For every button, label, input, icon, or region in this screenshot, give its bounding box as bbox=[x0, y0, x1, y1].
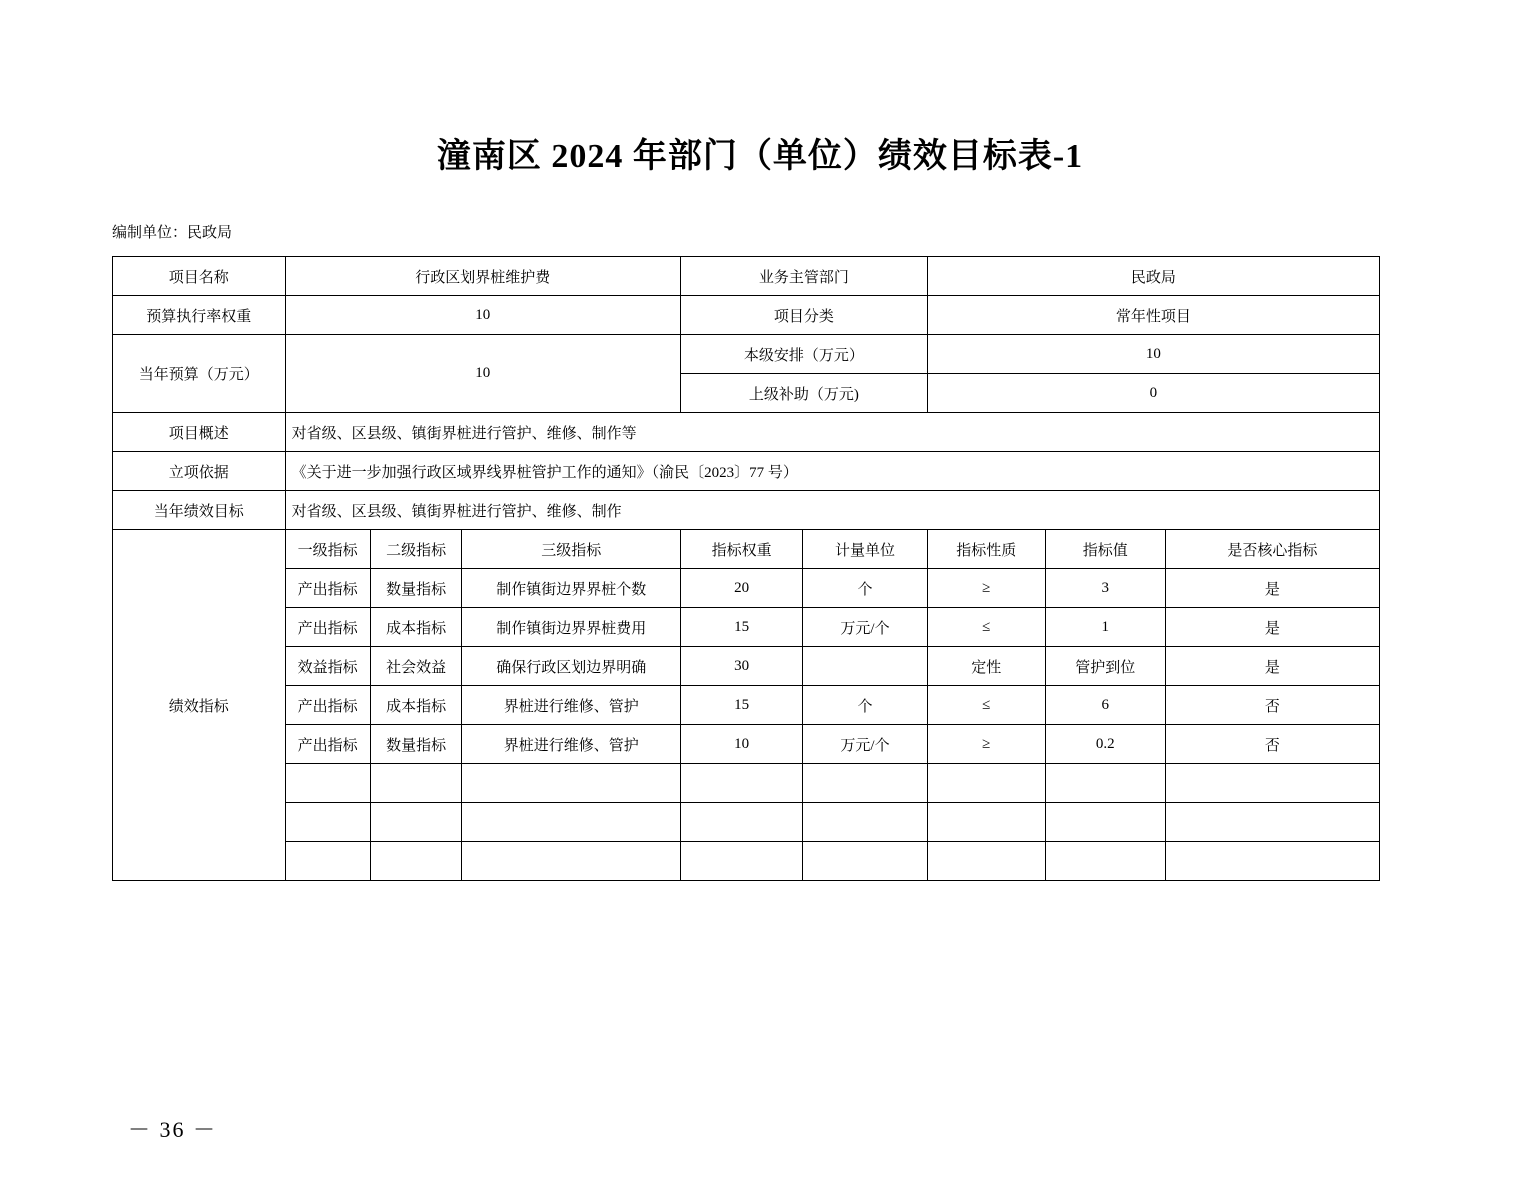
table-row bbox=[113, 491, 1380, 530]
cell-weight: 15 bbox=[680, 686, 802, 725]
cell-level1 bbox=[285, 764, 370, 803]
cell-core: 是 bbox=[1165, 608, 1379, 647]
cell-unit: 万元/个 bbox=[803, 725, 928, 764]
cell-weight: 30 bbox=[680, 647, 802, 686]
cell-core bbox=[1165, 803, 1379, 842]
project-category-label: 项目分类 bbox=[680, 296, 927, 335]
table-row bbox=[113, 803, 1380, 842]
cell-level2: 成本指标 bbox=[370, 608, 462, 647]
cell-level1: 产出指标 bbox=[285, 725, 370, 764]
table-row bbox=[113, 452, 1380, 491]
cell-value bbox=[1045, 764, 1165, 803]
performance-indicator-label: 绩效指标 bbox=[113, 530, 286, 881]
table-row bbox=[113, 725, 1380, 764]
cell-level3 bbox=[462, 842, 680, 881]
project-name-label: 项目名称 bbox=[113, 257, 286, 296]
cell-value: 0.2 bbox=[1045, 725, 1165, 764]
cell-weight: 10 bbox=[680, 725, 802, 764]
table-row bbox=[113, 257, 1380, 296]
cell-level1 bbox=[285, 842, 370, 881]
cell-level2 bbox=[370, 803, 462, 842]
header-unit: 计量单位 bbox=[803, 530, 928, 569]
cell-level3: 界桩进行维修、管护 bbox=[462, 686, 680, 725]
current-budget-label: 当年预算（万元） bbox=[113, 335, 286, 413]
cell-core bbox=[1165, 764, 1379, 803]
cell-nature: ≤ bbox=[927, 608, 1045, 647]
page-title: 潼南区 2024 年部门（单位）绩效目标表-1 bbox=[436, 138, 1084, 175]
document-page bbox=[0, 128, 1520, 1202]
cell-level2: 社会效益 bbox=[370, 647, 462, 686]
header-level3: 三级指标 bbox=[462, 530, 680, 569]
table-row bbox=[113, 647, 1380, 686]
cell-level2 bbox=[370, 764, 462, 803]
project-name-value: 行政区划界桩维护费 bbox=[285, 257, 680, 296]
cell-unit: 个 bbox=[803, 569, 928, 608]
cell-value bbox=[1045, 842, 1165, 881]
cell-level3 bbox=[462, 803, 680, 842]
current-budget-value: 10 bbox=[285, 335, 680, 413]
table-row bbox=[113, 335, 1380, 374]
cell-unit bbox=[803, 803, 928, 842]
exec-rate-weight-value: 10 bbox=[285, 296, 680, 335]
cell-level3: 制作镇街边界界桩费用 bbox=[462, 608, 680, 647]
header-level2: 二级指标 bbox=[370, 530, 462, 569]
header-level1: 一级指标 bbox=[285, 530, 370, 569]
project-basis-label: 立项依据 bbox=[113, 452, 286, 491]
table-row bbox=[113, 569, 1380, 608]
supervising-dept-value: 民政局 bbox=[927, 257, 1379, 296]
table-row bbox=[113, 608, 1380, 647]
supervising-dept-label: 业务主管部门 bbox=[680, 257, 927, 296]
cell-weight bbox=[680, 764, 802, 803]
table-row bbox=[113, 686, 1380, 725]
cell-nature bbox=[927, 803, 1045, 842]
cell-level1: 效益指标 bbox=[285, 647, 370, 686]
current-goal-value: 对省级、区县级、镇街界桩进行管护、维修、制作 bbox=[285, 491, 1379, 530]
project-overview-value: 对省级、区县级、镇街界桩进行管护、维修、制作等 bbox=[285, 413, 1379, 452]
cell-level3: 确保行政区划边界明确 bbox=[462, 647, 680, 686]
table-row bbox=[113, 764, 1380, 803]
cell-level2 bbox=[370, 842, 462, 881]
project-overview-label: 项目概述 bbox=[113, 413, 286, 452]
header-weight: 指标权重 bbox=[680, 530, 802, 569]
cell-value: 管护到位 bbox=[1045, 647, 1165, 686]
cell-value: 6 bbox=[1045, 686, 1165, 725]
cell-nature bbox=[927, 764, 1045, 803]
cell-value: 3 bbox=[1045, 569, 1165, 608]
header-value: 指标值 bbox=[1045, 530, 1165, 569]
cell-weight: 15 bbox=[680, 608, 802, 647]
cell-nature: ≥ bbox=[927, 725, 1045, 764]
upper-subsidy-label: 上级补助（万元) bbox=[680, 374, 927, 413]
local-arrangement-value: 10 bbox=[927, 335, 1379, 374]
exec-rate-weight-label: 预算执行率权重 bbox=[113, 296, 286, 335]
cell-unit: 个 bbox=[803, 686, 928, 725]
cell-nature: ≤ bbox=[927, 686, 1045, 725]
table-row bbox=[113, 413, 1380, 452]
page-number: － 36 － bbox=[128, 1117, 218, 1142]
table-row bbox=[113, 296, 1380, 335]
table-row bbox=[113, 842, 1380, 881]
cell-level2: 数量指标 bbox=[370, 725, 462, 764]
header-nature: 指标性质 bbox=[927, 530, 1045, 569]
cell-unit bbox=[803, 647, 928, 686]
cell-unit: 万元/个 bbox=[803, 608, 928, 647]
cell-core: 是 bbox=[1165, 569, 1379, 608]
cell-core: 否 bbox=[1165, 686, 1379, 725]
cell-value: 1 bbox=[1045, 608, 1165, 647]
current-goal-label: 当年绩效目标 bbox=[113, 491, 286, 530]
cell-weight bbox=[680, 803, 802, 842]
cell-weight bbox=[680, 842, 802, 881]
cell-nature: 定性 bbox=[927, 647, 1045, 686]
cell-nature: ≥ bbox=[927, 569, 1045, 608]
cell-core: 否 bbox=[1165, 725, 1379, 764]
compile-unit-label: 编制单位：民政局 bbox=[112, 225, 233, 241]
local-arrangement-label: 本级安排（万元） bbox=[680, 335, 927, 374]
cell-level3: 制作镇街边界界桩个数 bbox=[462, 569, 680, 608]
cell-level2: 成本指标 bbox=[370, 686, 462, 725]
table-header-row bbox=[113, 530, 1380, 569]
project-basis-value: 《关于进一步加强行政区域界线界桩管护工作的通知》（渝民〔2023〕77 号） bbox=[285, 452, 1379, 491]
cell-core: 是 bbox=[1165, 647, 1379, 686]
project-category-value: 常年性项目 bbox=[927, 296, 1379, 335]
cell-level1: 产出指标 bbox=[285, 569, 370, 608]
cell-value bbox=[1045, 803, 1165, 842]
cell-weight: 20 bbox=[680, 569, 802, 608]
cell-nature bbox=[927, 842, 1045, 881]
cell-level1 bbox=[285, 803, 370, 842]
header-core: 是否核心指标 bbox=[1165, 530, 1379, 569]
cell-unit bbox=[803, 764, 928, 803]
cell-level3 bbox=[462, 764, 680, 803]
cell-level1: 产出指标 bbox=[285, 608, 370, 647]
performance-goal-table bbox=[112, 256, 1380, 881]
cell-level3: 界桩进行维修、管护 bbox=[462, 725, 680, 764]
cell-core bbox=[1165, 842, 1379, 881]
cell-level1: 产出指标 bbox=[285, 686, 370, 725]
upper-subsidy-value: 0 bbox=[927, 374, 1379, 413]
cell-unit bbox=[803, 842, 928, 881]
cell-level2: 数量指标 bbox=[370, 569, 462, 608]
